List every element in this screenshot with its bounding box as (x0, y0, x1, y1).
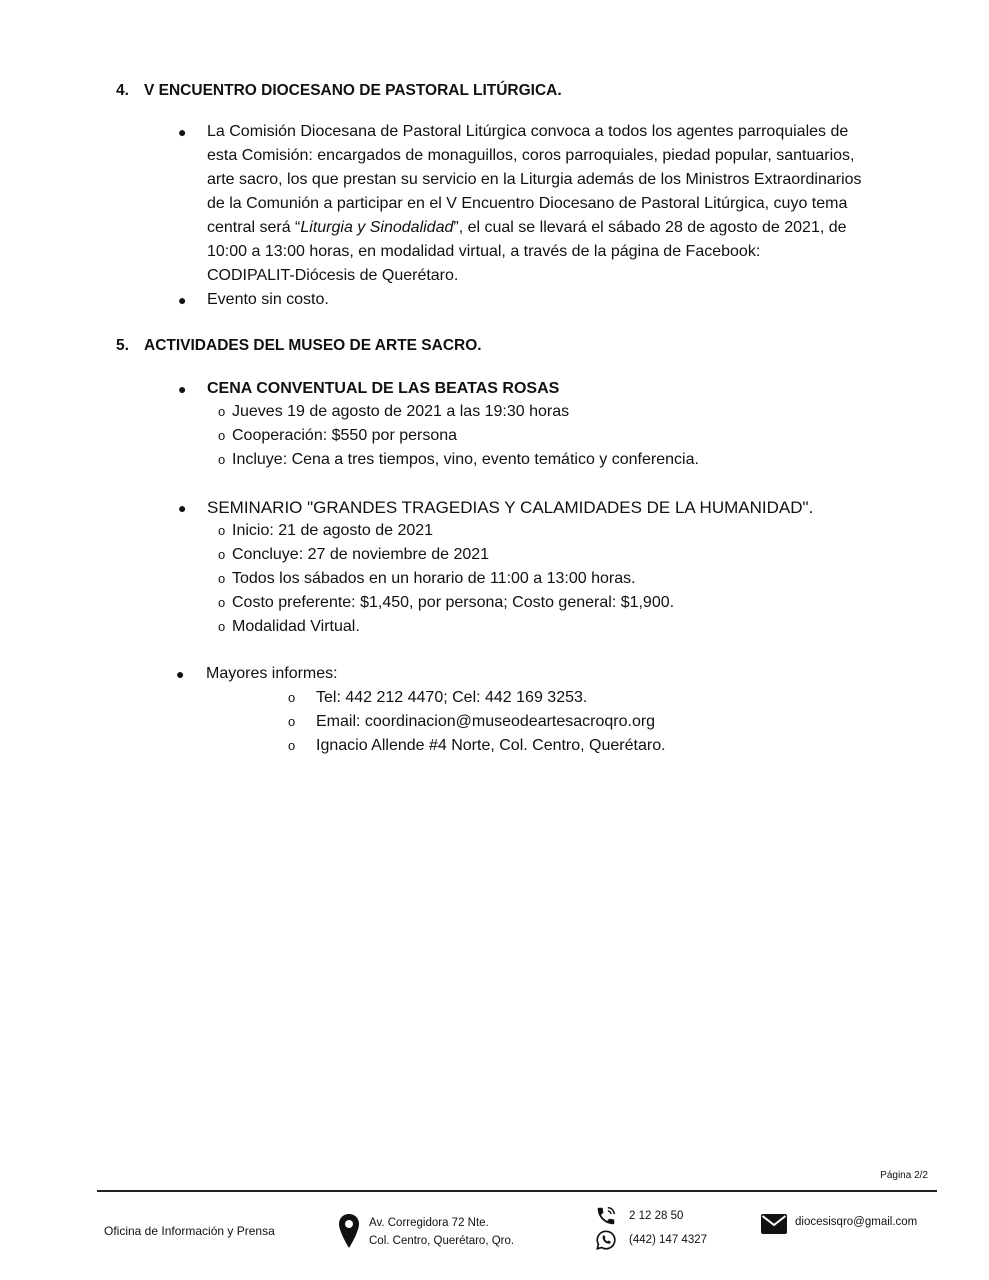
section-4-title: V ENCUENTRO DIOCESANO DE PASTORAL LITÚRGICA. (144, 82, 562, 99)
paragraph-line: de la Comunión a participar en el V Encuentro Diocesano de Pastoral Litúrgica, cuyo tema (207, 195, 848, 212)
seminario-title: SEMINARIO "GRANDES TRAGEDIAS Y CALAMIDADES DE LA HUMANIDAD". (207, 498, 814, 517)
informes-item: o Email: coordinacion@museodeartesacroqro.org (288, 710, 655, 734)
paragraph-line: arte sacro, los que prestan su servicio en la Liturgia además de los Ministros Extraordinarios (207, 171, 862, 188)
cena-title: CENA CONVENTUAL DE LAS BEATAS ROSAS (207, 380, 560, 397)
cena-item: o Cooperación: $550 por persona (218, 424, 457, 448)
bullet-icon: ● (178, 292, 187, 308)
cena-item: o Jueves 19 de agosto de 2021 a las 19:30 horas (218, 400, 569, 424)
bullet-icon: ● (178, 124, 187, 140)
informes-item: o Ignacio Allende #4 Norte, Col. Centro, Querétaro. (288, 734, 666, 758)
circle-bullet-icon: o (218, 452, 226, 467)
section-5-heading (116, 337, 482, 355)
line-suffix: ”, el cual se llevará el sábado 28 de agosto de 2021, de (453, 219, 847, 236)
location-pin-icon (339, 1214, 359, 1248)
whatsapp-number: (442) 147 4327 (629, 1234, 708, 1246)
theme-italic: Liturgia y Sinodalidad (300, 219, 454, 236)
contact-email: diocesisqro@gmail.com (795, 1216, 918, 1228)
address-line-2: Col. Centro, Querétaro, Qro. (369, 1235, 515, 1247)
circle-bullet-icon: o (218, 523, 226, 538)
seminario-item: o Inicio: 21 de agosto de 2021 (218, 519, 433, 543)
circle-bullet-icon: o (288, 690, 296, 705)
office-name: Oficina de Información y Prensa (104, 1224, 275, 1238)
circle-bullet-icon: o (218, 404, 226, 419)
circle-bullet-icon: o (218, 547, 226, 562)
section-5-number: 5. (116, 337, 129, 354)
bullet-text: Evento sin costo. (207, 291, 329, 308)
paragraph-line (207, 216, 847, 240)
address-line-1: Av. Corregidora 72 Nte. (369, 1217, 489, 1229)
circle-bullet-icon: o (218, 428, 226, 443)
section-4-number: 4. (116, 82, 129, 99)
section-5-title: ACTIVIDADES DEL MUSEO DE ARTE SACRO. (144, 337, 482, 354)
paragraph-line: La Comisión Diocesana de Pastoral Litúrgica convoca a todos los agentes parroquiales de (207, 123, 849, 140)
seminario-item: o Modalidad Virtual. (218, 615, 360, 639)
paragraph-line: esta Comisión: encargados de monaguillos, coros parroquiales, piedad popular, santuarios, (207, 147, 855, 164)
mail-icon (761, 1214, 787, 1234)
bullet-icon: ● (178, 500, 187, 516)
seminario-item: o Costo preferente: $1,450, por persona; Costo general: $1,900. (218, 591, 674, 615)
informes-title: Mayores informes: (206, 665, 338, 682)
line-prefix: central será “ (207, 219, 301, 236)
cena-item: o Incluye: Cena a tres tiempos, vino, evento temático y conferencia. (218, 448, 699, 472)
page-number: Página 2/2 (880, 1170, 928, 1181)
bullet-icon: ● (176, 666, 185, 682)
informes-item: o Tel: 442 212 4470; Cel: 442 169 3253. (288, 686, 587, 710)
circle-bullet-icon: o (218, 571, 226, 586)
circle-bullet-icon: o (218, 619, 226, 634)
paragraph-line: 10:00 a 13:00 horas, en modalidad virtual, a través de la página de Facebook: (207, 243, 761, 260)
circle-bullet-icon: o (218, 595, 226, 610)
circle-bullet-icon: o (288, 738, 296, 753)
circle-bullet-icon: o (288, 714, 296, 729)
footer-divider (97, 1190, 937, 1192)
paragraph-line: CODIPALIT-Diócesis de Querétaro. (207, 267, 459, 284)
bullet-icon: ● (178, 381, 187, 397)
phone-icon (595, 1205, 617, 1227)
phone-number: 2 12 28 50 (629, 1210, 684, 1222)
seminario-item: o Concluye: 27 de noviembre de 2021 (218, 543, 489, 567)
seminario-item: o Todos los sábados en un horario de 11:00 a 13:00 horas. (218, 567, 636, 591)
section-4-heading (116, 82, 562, 100)
whatsapp-icon (595, 1229, 617, 1251)
